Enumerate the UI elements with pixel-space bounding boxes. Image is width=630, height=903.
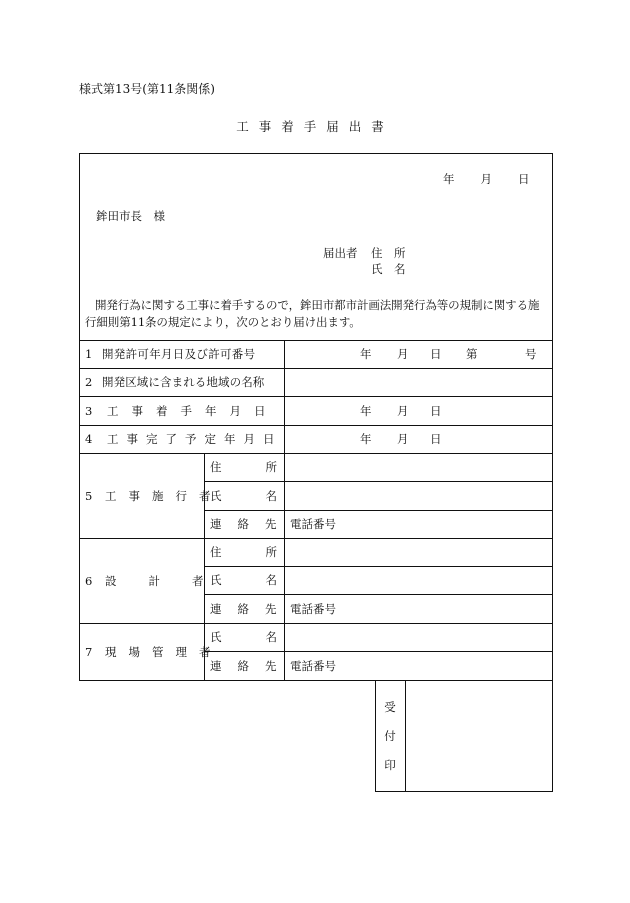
contractor-phone-label: 電話番号: [290, 517, 336, 531]
row-4-label: 工事完了予定年月日: [107, 432, 283, 446]
notifier-address-label: 住 所: [371, 246, 406, 260]
site-manager-name-label: 氏名: [210, 630, 321, 644]
date-day-label: 日: [518, 172, 530, 186]
contractor-contact-label: 連絡先: [210, 517, 293, 531]
site-manager-phone-label: 電話番号: [290, 658, 336, 673]
row-3-month: 月: [397, 403, 409, 418]
notifier-name-label: 氏 名: [371, 262, 406, 276]
designer-address-label: 住所: [210, 545, 321, 559]
contractor-number: 5: [85, 488, 93, 503]
receipt-divider: [405, 680, 406, 791]
contractor-address-label: 住所: [210, 460, 321, 474]
body-text: 開発行為に関する工事に着手するので，鉾田市都市計画法開発行為等の規制に関する施行細則第11条の規定により，次のとおり届け出ます。: [85, 298, 540, 329]
row-1-go: 号: [525, 347, 537, 361]
row-3-year: 年: [360, 403, 372, 418]
row-4-year: 年: [360, 432, 372, 446]
row-1-number: 1: [85, 347, 93, 361]
row-3-number: 3: [85, 403, 93, 418]
date-line: [443, 171, 530, 187]
receipt-label-1: 受: [384, 700, 396, 714]
receipt-label-3: 印: [384, 758, 396, 772]
addressee: 鉾田市長 様: [96, 209, 165, 223]
row-3-day: 日: [430, 403, 442, 418]
form-number: 様式第13号(第11条関係): [79, 82, 215, 96]
row-2-label: 開発区域に含まれる地域の名称: [102, 375, 265, 389]
date-month-label: 月: [480, 172, 492, 186]
row-4-number: 4: [85, 432, 93, 446]
date-year-label: 年: [443, 172, 455, 186]
designer-number: 6: [85, 573, 93, 588]
row-2-number: 2: [85, 375, 93, 389]
designer-name-label: 氏名: [210, 573, 321, 587]
designer-label: 設計者: [105, 573, 236, 588]
designer-contact-label: 連絡先: [210, 601, 293, 616]
row-3-label: 工事着手年月日: [107, 403, 279, 418]
contractor-label: 工事施行者: [105, 488, 223, 503]
site-manager-contact-label: 連絡先: [210, 658, 293, 673]
row-1-year: 年: [360, 347, 372, 361]
row-4-day: 日: [430, 432, 442, 446]
row-1-month: 月: [397, 347, 409, 361]
receipt-label-2: 付: [384, 729, 396, 743]
designer-phone-label: 電話番号: [290, 601, 336, 616]
row-1-day: 日: [430, 347, 442, 361]
site-manager-label: 現場管理者: [105, 644, 223, 659]
site-manager-number: 7: [85, 644, 93, 659]
contractor-name-label: 氏名: [210, 488, 321, 503]
row-1-dai: 第: [466, 347, 478, 361]
row-1-label: 開発許可年月日及び許可番号: [102, 347, 256, 361]
row-4-month: 月: [397, 432, 409, 446]
page-title: 工事着手届出書: [236, 119, 394, 134]
notifier-label: 届出者: [323, 246, 358, 260]
